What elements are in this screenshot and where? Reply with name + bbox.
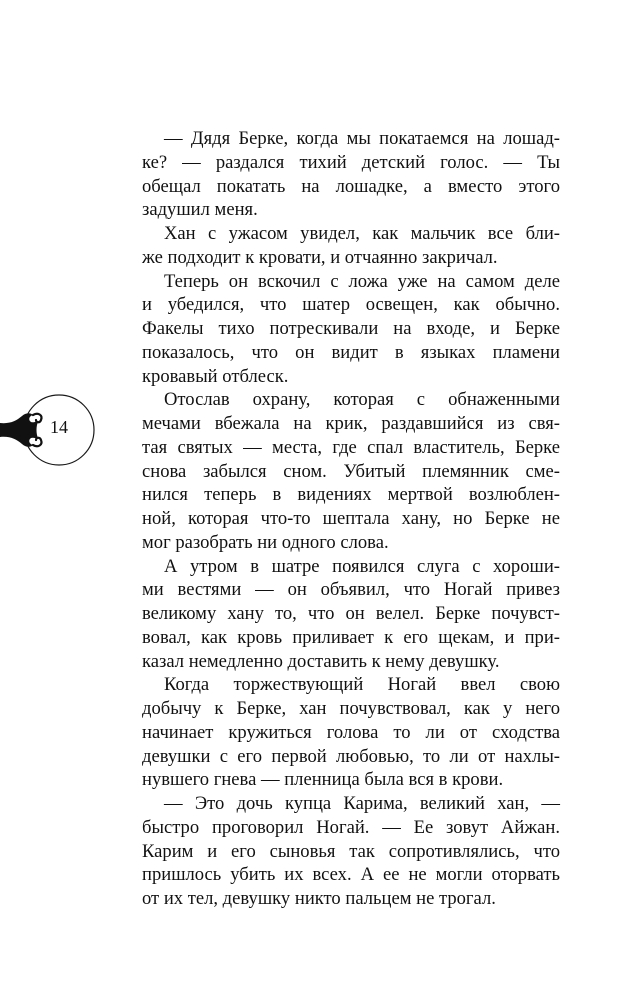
text-line: снова забылся сном. Убитый племянник сме-	[142, 460, 560, 482]
text-line: добычу к Берке, хан почувствовал, как у него	[142, 698, 560, 719]
text-line: от их тел, девушку никто пальцем не трогал.	[142, 888, 496, 909]
text-line: — Дядя Берке, когда мы покатаемся на лошад-	[164, 128, 560, 149]
text-line: пришлось убить их всех. А ее не могли оторвать	[142, 864, 560, 886]
text-line: и убедился, что шатер освещен, как обычно.	[142, 294, 560, 316]
text-line: Отослав охрану, которая с обнаженными	[164, 389, 560, 411]
text-line: ми вестями — он объявил, что Ногай привез	[142, 579, 560, 601]
text-line: нился теперь в видениях мертвой возлюблен-	[142, 484, 560, 506]
text-line: казал немедленно доставить к нему девушку.	[142, 650, 500, 672]
text-line: нувшего гнева — пленница была вся в крови.	[142, 769, 504, 791]
text-line: Когда торжествующий Ногай ввел свою	[164, 674, 560, 696]
text-line: кровавый отблеск.	[142, 365, 289, 387]
text-line: ной, которая что-то шептала хану, но Берке не	[142, 508, 560, 529]
text-line: Теперь он вскочил с ложа уже на самом деле	[164, 270, 560, 292]
text-line: мог разобрать ни одного слова.	[142, 531, 389, 553]
text-line: быстро проговорил Ногай. — Ее зовут Айжан.	[142, 816, 560, 838]
text-line: вовал, как кровь приливает к его щекам, и при-	[142, 626, 560, 648]
text-line: Факелы тихо потрескивали на входе, и Берке	[142, 318, 560, 339]
text-line: — Это дочь купца Карима, великий хан, —	[164, 793, 560, 814]
text-line: Карим и его сыновья так сопротивлялись, что	[142, 840, 560, 862]
text-line: мечами вбежала на крик, раздавшийся из свя-	[142, 413, 560, 434]
text-line: обещал покатать на лошадке, а вместо этого	[142, 175, 560, 197]
text-line: ке? — раздался тихий детский голос. — Ты	[142, 151, 560, 173]
text-line: показалось, что он видит в языках пламени	[142, 341, 560, 363]
text-line: Хан с ужасом увидел, как мальчик все бли-	[164, 223, 560, 244]
text-line: великому хану то, что он велел. Берке почувст-	[142, 603, 560, 624]
text-line: начинает кружиться голова то ли от сходства	[142, 721, 560, 743]
text-line: девушки с его первой любовью, то ли от нахлы-	[142, 745, 560, 767]
text-line: А утром в шатре появился слуга с хороши-	[164, 555, 560, 577]
text-line: задушил меня.	[142, 199, 258, 221]
body-text	[142, 127, 560, 911]
page-number: 14	[50, 417, 68, 437]
text-line: же подходит к кровати, и отчаянно закричал.	[142, 246, 498, 268]
text-line: тая святых — места, где спал властитель, Берке	[142, 436, 560, 458]
